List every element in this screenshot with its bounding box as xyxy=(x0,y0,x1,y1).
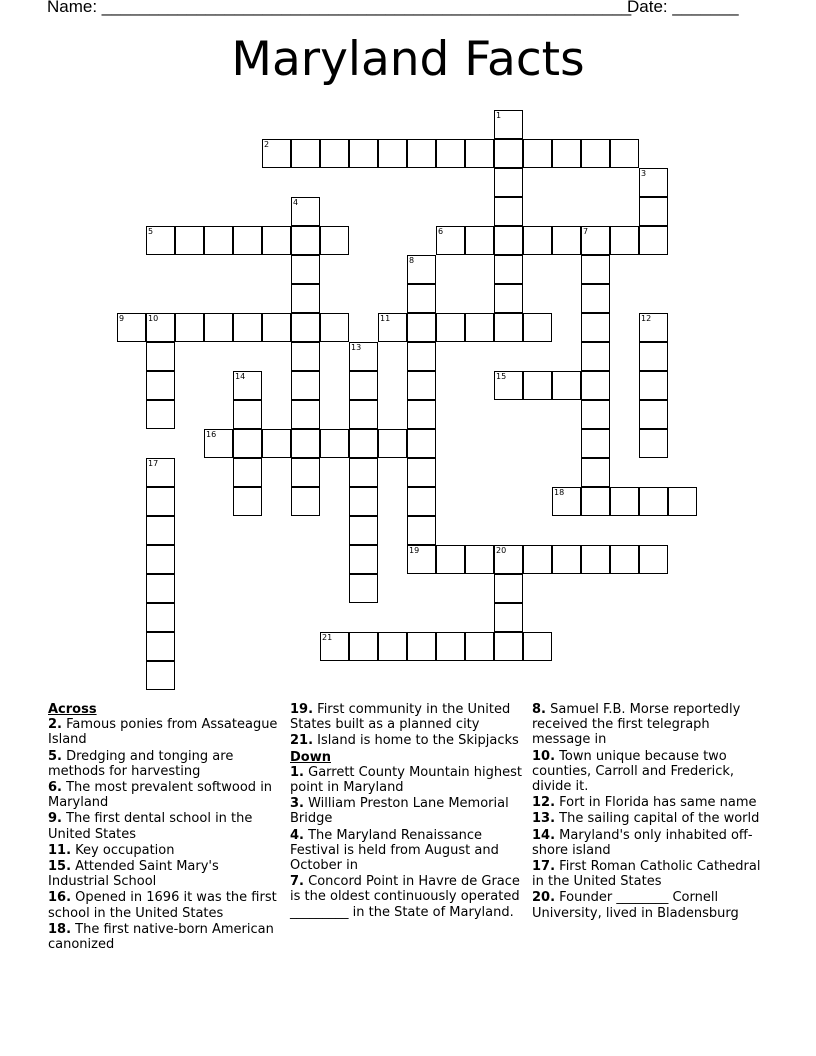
crossword-cell[interactable] xyxy=(349,458,378,487)
crossword-cell[interactable] xyxy=(262,313,291,342)
clue-item-text: Opened in 1696 it was the first school in the United States xyxy=(48,890,277,921)
crossword-cell[interactable] xyxy=(117,313,146,342)
crossword-cell[interactable] xyxy=(465,632,494,661)
clue-item xyxy=(532,795,772,810)
clue-item-number: 16. xyxy=(48,890,72,906)
clue-number: 11 xyxy=(380,314,391,323)
clue-item xyxy=(48,717,280,747)
crossword-cell[interactable] xyxy=(436,313,465,342)
crossword-cell[interactable] xyxy=(581,226,610,255)
clue-item-number: 13. xyxy=(532,811,556,827)
clue-item-number: 11. xyxy=(48,842,72,858)
crossword-cell[interactable] xyxy=(320,632,349,661)
clue-item xyxy=(290,874,526,920)
clue-item xyxy=(532,702,772,748)
across-heading: Across xyxy=(48,702,97,717)
clue-item-number: 19. xyxy=(290,702,314,717)
clue-number: 14 xyxy=(235,372,246,381)
crossword-cell[interactable] xyxy=(146,371,175,400)
crossword-cell[interactable] xyxy=(581,342,610,371)
clue-item-number: 6. xyxy=(48,780,62,796)
crossword-cell[interactable] xyxy=(494,545,523,574)
clue-item-text: The sailing capital of the world xyxy=(555,811,760,827)
crossword-cell[interactable] xyxy=(349,487,378,516)
crossword-cell[interactable] xyxy=(465,313,494,342)
clue-item-text: The Maryland Renaissance Festival is held from August and October in xyxy=(290,827,499,874)
crossword-cell[interactable] xyxy=(320,139,349,168)
crossword-cell[interactable] xyxy=(494,284,523,313)
clue-item xyxy=(532,859,772,889)
clue-item xyxy=(48,811,280,841)
clue-item-text: Dredging and tonging are methods for harvesting xyxy=(48,748,234,779)
clue-item-text: Founder ________ Cornell University, lived in Bladensburg xyxy=(532,890,739,921)
clue-item-text: Town unique because two counties, Carroll and Frederick, divide it. xyxy=(532,748,735,795)
crossword-cell[interactable] xyxy=(494,197,523,226)
crossword-cell[interactable] xyxy=(146,313,175,342)
crossword-cell[interactable] xyxy=(494,313,523,342)
crossword-cell[interactable] xyxy=(262,226,291,255)
clue-number: 8 xyxy=(409,256,415,265)
crossword-cell[interactable] xyxy=(320,313,349,342)
crossword-cell[interactable] xyxy=(581,487,610,516)
clue-item xyxy=(48,859,280,889)
crossword-cell[interactable] xyxy=(349,516,378,545)
crossword-cell[interactable] xyxy=(378,313,407,342)
crossword-cell[interactable] xyxy=(291,284,320,313)
crossword-cell[interactable] xyxy=(291,458,320,487)
crossword-cell[interactable] xyxy=(349,342,378,371)
clue-item-text: Samuel F.B. Morse reportedly received the first telegraph message in xyxy=(532,702,741,748)
crossword-cell[interactable] xyxy=(320,226,349,255)
crossword-cell[interactable] xyxy=(378,429,407,458)
crossword-cell[interactable] xyxy=(552,226,581,255)
clue-item-number: 12. xyxy=(532,795,556,811)
clue-item xyxy=(532,828,772,858)
clue-number: 21 xyxy=(322,633,333,642)
clue-number: 1 xyxy=(496,111,502,120)
clue-item-number: 7. xyxy=(290,874,304,890)
clue-item-number: 21. xyxy=(290,733,314,749)
page-title: Maryland Facts xyxy=(231,32,585,87)
clue-number: 6 xyxy=(438,227,444,236)
clues-column-1 xyxy=(48,702,280,953)
clue-item-text: The most prevalent softwood in Maryland xyxy=(48,780,273,811)
crossword-cell[interactable] xyxy=(581,371,610,400)
crossword-cell[interactable] xyxy=(146,400,175,429)
clue-number: 20 xyxy=(496,546,507,555)
clue-item xyxy=(532,749,772,795)
clue-item xyxy=(48,890,280,920)
date-field-label: Date: _______ xyxy=(627,0,739,16)
crossword-cell[interactable] xyxy=(146,603,175,632)
clue-item-number: 17. xyxy=(532,859,556,875)
clue-number: 12 xyxy=(641,314,652,323)
crossword-cell[interactable] xyxy=(204,313,233,342)
crossword-cell[interactable] xyxy=(436,226,465,255)
crossword-cell[interactable] xyxy=(494,574,523,603)
crossword-cell[interactable] xyxy=(407,400,436,429)
crossword-cell[interactable] xyxy=(378,139,407,168)
clue-item-number: 9. xyxy=(48,811,62,827)
crossword-cell[interactable] xyxy=(639,545,668,574)
crossword-cell[interactable] xyxy=(581,458,610,487)
clue-number: 4 xyxy=(293,198,299,207)
crossword-cell[interactable] xyxy=(407,487,436,516)
crossword-cell[interactable] xyxy=(146,226,175,255)
crossword-cell[interactable] xyxy=(407,342,436,371)
clue-number: 19 xyxy=(409,546,420,555)
crossword-cell[interactable] xyxy=(407,429,436,458)
clue-item-number: 5. xyxy=(48,748,62,764)
crossword-cell[interactable] xyxy=(581,313,610,342)
crossword-cell[interactable] xyxy=(407,139,436,168)
crossword-cell[interactable] xyxy=(407,516,436,545)
clue-number: 10 xyxy=(148,314,159,323)
crossword-cell[interactable] xyxy=(407,632,436,661)
crossword-cell[interactable] xyxy=(465,139,494,168)
crossword-cell[interactable] xyxy=(494,226,523,255)
clue-item xyxy=(48,843,280,858)
crossword-cell[interactable] xyxy=(465,545,494,574)
crossword-cell[interactable] xyxy=(523,313,552,342)
crossword-cell[interactable] xyxy=(146,545,175,574)
clue-item xyxy=(290,765,526,795)
crossword-cell[interactable] xyxy=(581,545,610,574)
crossword-cell[interactable] xyxy=(581,429,610,458)
clue-item xyxy=(290,733,526,748)
clue-item xyxy=(48,780,280,810)
crossword-cell[interactable] xyxy=(291,197,320,226)
down-heading: Down xyxy=(290,749,331,765)
crossword-cell[interactable] xyxy=(233,371,262,400)
crossword-cell[interactable] xyxy=(233,400,262,429)
crossword-cell[interactable] xyxy=(610,139,639,168)
crossword-cell[interactable] xyxy=(204,429,233,458)
crossword-cell[interactable] xyxy=(581,139,610,168)
clue-number: 9 xyxy=(119,314,125,323)
clue-item-number: 15. xyxy=(48,859,72,875)
crossword-cell[interactable] xyxy=(639,487,668,516)
crossword-cell[interactable] xyxy=(349,429,378,458)
crossword-cell[interactable] xyxy=(146,342,175,371)
crossword-cell[interactable] xyxy=(639,342,668,371)
crossword-cell[interactable] xyxy=(146,661,175,690)
crossword-cell[interactable] xyxy=(407,284,436,313)
clue-item-text: The first native-born American canonized xyxy=(48,921,274,953)
clue-item-number: 10. xyxy=(532,748,556,764)
crossword-cell[interactable] xyxy=(233,226,262,255)
crossword-cell[interactable] xyxy=(494,632,523,661)
crossword-cell[interactable] xyxy=(233,487,262,516)
clue-number: 15 xyxy=(496,372,507,381)
clue-item-text: The first dental school in the United States xyxy=(48,811,253,842)
crossword-cell[interactable] xyxy=(262,139,291,168)
crossword-cell[interactable] xyxy=(349,400,378,429)
crossword-cell[interactable] xyxy=(233,313,262,342)
crossword-cell[interactable] xyxy=(204,226,233,255)
crossword-cell[interactable] xyxy=(291,429,320,458)
clue-item-number: 4. xyxy=(290,827,304,843)
crossword-cell[interactable] xyxy=(146,516,175,545)
clue-item xyxy=(48,922,280,952)
crossword-cell[interactable] xyxy=(407,545,436,574)
crossword-cell[interactable] xyxy=(291,371,320,400)
crossword-cell[interactable] xyxy=(639,313,668,342)
crossword-cell[interactable] xyxy=(233,458,262,487)
crossword-cell[interactable] xyxy=(639,197,668,226)
clue-number: 17 xyxy=(148,459,159,468)
crossword-cell[interactable] xyxy=(146,458,175,487)
clue-number: 3 xyxy=(641,169,647,178)
crossword-cell[interactable] xyxy=(291,487,320,516)
clues-column-2 xyxy=(290,702,526,921)
clue-item xyxy=(48,749,280,779)
crossword-cell[interactable] xyxy=(639,226,668,255)
clue-item-number: 20. xyxy=(532,890,556,906)
clue-item-text: Famous ponies from Assateague Island xyxy=(48,717,278,748)
clue-item-text: Fort in Florida has same name xyxy=(555,795,757,811)
clue-number: 5 xyxy=(148,227,154,236)
crossword-cell[interactable] xyxy=(291,226,320,255)
crossword-cell[interactable] xyxy=(610,545,639,574)
crossword-cell[interactable] xyxy=(494,255,523,284)
clue-number: 16 xyxy=(206,430,217,439)
clue-item xyxy=(532,811,772,826)
crossword-cell[interactable] xyxy=(581,255,610,284)
crossword-cell[interactable] xyxy=(610,226,639,255)
crossword-cell[interactable] xyxy=(523,371,552,400)
clue-number: 7 xyxy=(583,227,589,236)
clue-item-number: 2. xyxy=(48,717,62,733)
clue-item-text: William Preston Lane Memorial Bridge xyxy=(290,796,509,827)
crossword-cell[interactable] xyxy=(552,139,581,168)
crossword-cell[interactable] xyxy=(407,458,436,487)
crossword-cell[interactable] xyxy=(349,632,378,661)
crossword-cell[interactable] xyxy=(349,371,378,400)
clue-item xyxy=(290,828,526,874)
crossword-cell[interactable] xyxy=(407,313,436,342)
clue-item-text: First community in the United States built as a planned city xyxy=(290,702,511,733)
crossword-cell[interactable] xyxy=(552,487,581,516)
clue-number: 13 xyxy=(351,343,362,352)
crossword-cell[interactable] xyxy=(523,226,552,255)
clues-column-3 xyxy=(532,702,772,922)
crossword-cell[interactable] xyxy=(262,429,291,458)
crossword-cell[interactable] xyxy=(407,371,436,400)
clue-item xyxy=(290,702,526,732)
clue-item-number: 3. xyxy=(290,796,304,812)
crossword-cell[interactable] xyxy=(494,603,523,632)
clue-item-text: Concord Point in Havre de Grace is the oldest continuously operated _________ in the State of Maryland. xyxy=(290,874,520,920)
crossword-cell[interactable] xyxy=(349,545,378,574)
crossword-cell[interactable] xyxy=(291,342,320,371)
crossword-cell[interactable] xyxy=(465,226,494,255)
clue-item xyxy=(290,796,526,826)
clue-item-text: Island is home to the Skipjacks xyxy=(313,733,519,749)
crossword-cell[interactable] xyxy=(436,545,465,574)
crossword-cell[interactable] xyxy=(494,168,523,197)
crossword-cell[interactable] xyxy=(494,139,523,168)
clue-item-text: Maryland's only inhabited off-shore island xyxy=(532,827,753,858)
crossword-cell[interactable] xyxy=(494,110,523,139)
clue-item-number: 1. xyxy=(290,764,304,780)
crossword-cell[interactable] xyxy=(291,139,320,168)
crossword-cell[interactable] xyxy=(523,139,552,168)
crossword-cell[interactable] xyxy=(436,139,465,168)
clue-number: 2 xyxy=(264,140,270,149)
crossword-cell[interactable] xyxy=(639,400,668,429)
clue-item-text: Key occupation xyxy=(71,842,175,858)
crossword-cell[interactable] xyxy=(639,371,668,400)
crossword-cell[interactable] xyxy=(146,487,175,516)
crossword-cell[interactable] xyxy=(349,574,378,603)
crossword-cell[interactable] xyxy=(146,574,175,603)
crossword-cell[interactable] xyxy=(581,400,610,429)
crossword-cell[interactable] xyxy=(175,313,204,342)
crossword-cell[interactable] xyxy=(668,487,697,516)
crossword-cell[interactable] xyxy=(610,487,639,516)
clue-item-text: First Roman Catholic Cathedral in the United States xyxy=(532,859,761,890)
crossword-cell[interactable] xyxy=(494,371,523,400)
crossword-cell[interactable] xyxy=(175,226,204,255)
crossword-cell[interactable] xyxy=(407,255,436,284)
crossword-cell[interactable] xyxy=(581,284,610,313)
crossword-cell[interactable] xyxy=(233,429,262,458)
crossword-cell[interactable] xyxy=(349,139,378,168)
clue-item-number: 18. xyxy=(48,921,72,937)
crossword-cell[interactable] xyxy=(291,313,320,342)
crossword-cell[interactable] xyxy=(523,545,552,574)
crossword-cell[interactable] xyxy=(378,632,407,661)
crossword-cell[interactable] xyxy=(639,429,668,458)
clue-number: 18 xyxy=(554,488,565,497)
clue-item xyxy=(532,890,772,920)
clue-item-text: Attended Saint Mary's Industrial School xyxy=(48,859,219,890)
clue-item-number: 8. xyxy=(532,702,546,717)
crossword-cell[interactable] xyxy=(291,255,320,284)
crossword-cell[interactable] xyxy=(552,371,581,400)
clue-item-text: Garrett County Mountain highest point in Maryland xyxy=(290,764,522,796)
name-field-label: Name: ________________________________________________________ xyxy=(47,0,632,16)
crossword-cell[interactable] xyxy=(291,400,320,429)
crossword-cell[interactable] xyxy=(146,632,175,661)
crossword-cell[interactable] xyxy=(436,632,465,661)
crossword-cell[interactable] xyxy=(639,168,668,197)
crossword-cell[interactable] xyxy=(523,632,552,661)
clue-item-number: 14. xyxy=(532,827,556,843)
crossword-cell[interactable] xyxy=(552,545,581,574)
crossword-cell[interactable] xyxy=(320,429,349,458)
